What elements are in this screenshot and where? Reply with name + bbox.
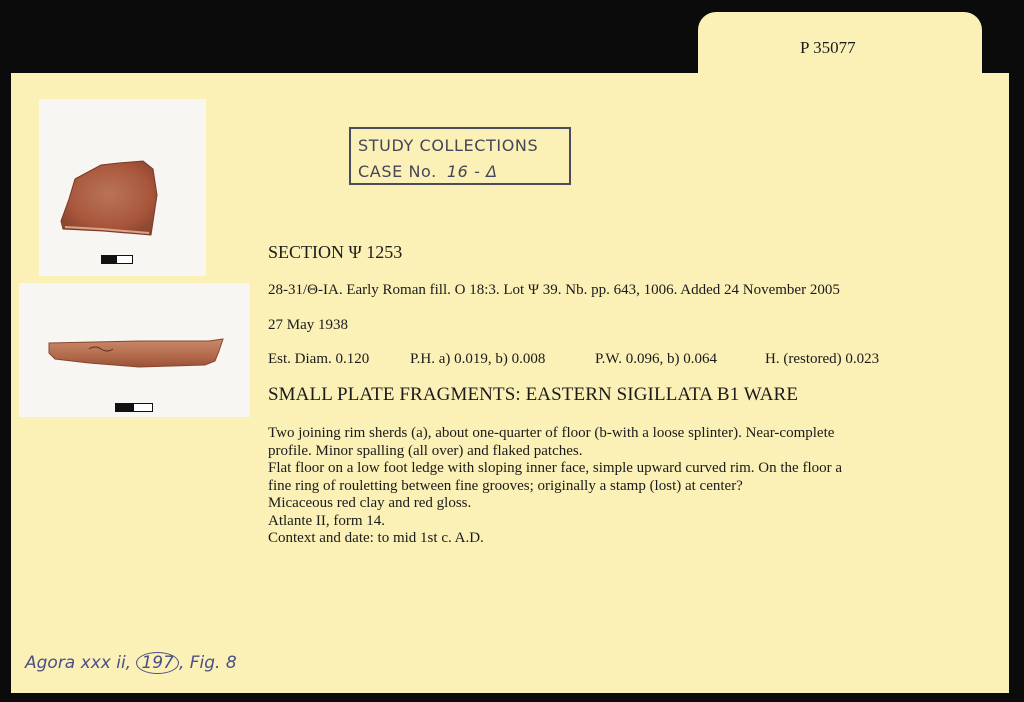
sherd-photo-profile	[19, 283, 250, 417]
dimension-preserved-width: P.W. 0.096, b) 0.064	[595, 351, 717, 367]
study-collections-stamp	[349, 127, 571, 185]
context-line: 28-31/Θ-ΙΑ. Early Roman fill. O 18:3. Lot Ψ 39. Nb. pp. 643, 1006. Added 24 November 2005	[268, 282, 840, 298]
stamp-case-label: CASE No.	[358, 162, 437, 181]
excavation-date: 27 May 1938	[268, 317, 348, 333]
description-line: Atlante II, form 14.	[268, 512, 386, 529]
stamp-line-2	[358, 162, 498, 181]
handwritten-ref-part2: , Fig. 8	[178, 653, 237, 673]
dimensions-line	[268, 351, 879, 368]
description-line: Flat floor on a low foot ledge with sloping inner face, simple upward curved rim. On the floor a	[268, 460, 843, 476]
sherd-profile-photo-icon	[19, 283, 250, 417]
card-tab-edge	[982, 30, 1024, 72]
stamp-case-value: 16 - Δ	[446, 162, 498, 181]
sherd-photo-top	[39, 99, 206, 276]
description-block	[268, 425, 958, 548]
description-line: profile. Minor spalling (all over) and flaked patches.	[268, 442, 583, 459]
inventory-number: P 35077	[800, 38, 856, 57]
scale-bar	[101, 255, 133, 264]
dimension-preserved-height: P.H. a) 0.019, b) 0.008	[410, 351, 546, 367]
dimension-diameter: Est. Diam. 0.120	[268, 351, 370, 367]
handwritten-ref-circled-number: 197	[136, 652, 178, 674]
section-heading: SECTION Ψ 1253	[268, 242, 403, 262]
description-line: Two joining rim sherds (a), about one-quarter of floor (b-with a loose splinter). Near-complete	[268, 425, 835, 441]
description-line: Micaceous red clay and red gloss.	[268, 495, 472, 511]
object-title: SMALL PLATE FRAGMENTS: EASTERN SIGILLATA B1 WARE	[268, 384, 799, 405]
dimension-height: H. (restored) 0.023	[765, 351, 880, 367]
stamp-line-1: STUDY COLLECTIONS	[358, 136, 539, 155]
scale-bar	[115, 403, 153, 412]
sherd-fragment-photo-icon	[39, 99, 206, 276]
description-line: Context and date: to mid 1st c. A.D.	[268, 530, 484, 546]
handwritten-ref-part1: Agora xxx ii,	[25, 653, 132, 673]
description-line: fine ring of rouletting between fine grooves; originally a stamp (lost) at center?	[268, 477, 743, 494]
handwritten-reference	[25, 652, 237, 674]
